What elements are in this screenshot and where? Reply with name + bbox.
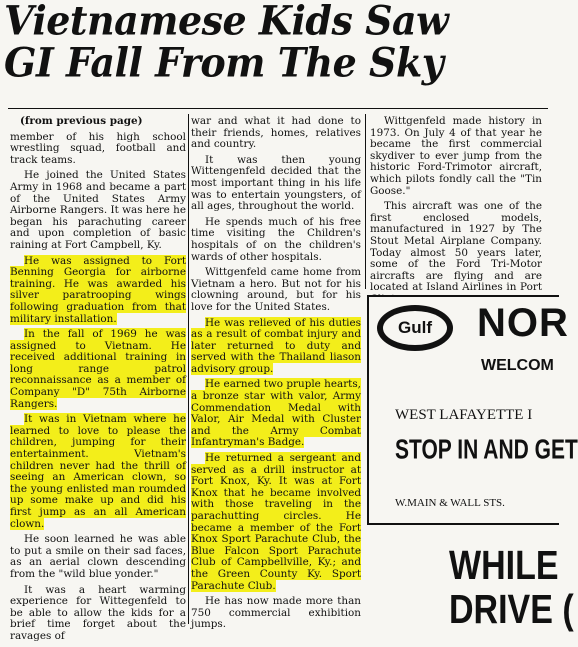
ad2-line-1: WHILE — [449, 543, 559, 589]
highlight: In the fall of 1969 he was assigned to Vietnam. He received additional training in long range patrol reconnaissance as a member of Company "D" 75th Airborne Rangers. — [10, 328, 186, 410]
highlight: He was relieved of his duties as a result of combat injury and later returned to duty and served with the Thailand liason advisory group. — [191, 316, 361, 375]
article-column-3 — [370, 116, 542, 310]
paragraph-highlighted — [10, 414, 186, 530]
paragraph-highlighted — [191, 318, 361, 376]
gulf-advertisement — [367, 295, 578, 525]
drive-advertisement — [437, 535, 574, 633]
headline — [4, 0, 544, 87]
ad-address: W.MAIN & WALL STS. — [395, 497, 505, 509]
headline-line-2: GI Fall From The Sky — [4, 38, 444, 87]
highlight: It was in Vietnam where he learned to love to please the children, jumping for their entertainment. Vietnam's children never had the thrill of seeing an American clown, so the young enlisted man roumded up some make up and did his first jump as an all American clown. — [10, 413, 186, 530]
paragraph: He joined the United States Army in 1968 and became a part of the United States Army Airborne Rangers. It was here he began his parachuting career and upon completion of basic raining at Fort Campbell, Ky. — [10, 169, 186, 251]
paragraph: This aircraft was one of the first enclosed models, manufactured in 1927 by The Stout Metal Airplane Company. Today almost 50 years later, some of the Ford Tri-Motor aircrafts are flying and are located at Island Airlines in Port — [370, 200, 542, 294]
ad-call-to-action: STOP IN AND GET — [395, 435, 578, 465]
gulf-logo-text: Gulf — [398, 318, 432, 337]
paragraph-highlighted — [191, 379, 361, 449]
paragraph-highlighted — [10, 329, 186, 410]
paragraph: Wittgenfeld came home from Vietnam a hero. But not for his clowning around, but for his love for the United States. — [191, 266, 361, 313]
paragraph: It was then young Wittengenfeld decided that the most important thing in his life was to entertain youngsters, of all ages, throughout the world. — [191, 153, 361, 213]
column-rule-1 — [188, 114, 189, 624]
continued-note: (from previous page) — [20, 115, 143, 127]
headline-rule — [8, 108, 548, 109]
article-column-2 — [191, 116, 361, 635]
ad2-line-2: DRIVE ( — [449, 587, 574, 633]
gulf-logo-icon — [377, 305, 453, 351]
ad-headline: NOR — [477, 301, 569, 345]
article-column-1 — [10, 116, 186, 647]
paragraph: war and what it had done to their friends, homes, relatives and country. — [191, 115, 361, 151]
highlight: He earned two pruple hearts, a bronze star with valor, Army Commendation Medal with Valor, Air Medal with Cluster and the Army Combat Infantryman's Badge. — [191, 378, 361, 449]
paragraph: Wittgenfeld made history in 1973. On July 4 of that year he became the first commercial skydiver to ever jump from the historic Ford-Trimotor aircraft, which pilots fondly call the "Tin Goose." — [370, 115, 542, 197]
ad-welcome: WELCOM — [481, 357, 554, 374]
highlight: He was assigned to Fort Benning Georgia for airborne training. He was awarded his silver paratrooping wings following graduation from that military installation. — [10, 254, 186, 325]
headline-line-1: Vietnamese Kids Saw — [4, 0, 449, 45]
ad-location: WEST LAFAYETTE I — [395, 407, 533, 423]
paragraph: It was a heart warming experience for Wittegenfeld to be able to allow the kids for a brief time forget about the ravages of — [10, 583, 186, 642]
highlight: He returned a sergeant and served as a drill instructor at Fort Knox, Ky. It was at Fort Knox that he became involved with those traveling in the parachutting circles. He became a member of the Fort Knox Sport Parachute Club, the Blue Falcon Sport Parachute Club of Campbellville, Ky.; and the Green County Ky. Sport Parachute Club. — [191, 452, 361, 592]
paragraph: member of his high school wrestling squad, football and track teams. — [10, 130, 186, 166]
paragraph-highlighted — [10, 256, 186, 326]
paragraph-highlighted — [191, 453, 361, 592]
column-rule-2 — [365, 114, 366, 289]
paragraph: He soon learned he was able to put a smile on their sad faces, as an aerial clown descending from the "wild blue yonder." — [10, 533, 186, 580]
paragraph: He has now made more than 750 commercial exhibition jumps. — [191, 595, 361, 631]
paragraph: He spends much of his free time visiting the Children's hospitals of on the children's wards of other hospitals. — [191, 215, 361, 263]
